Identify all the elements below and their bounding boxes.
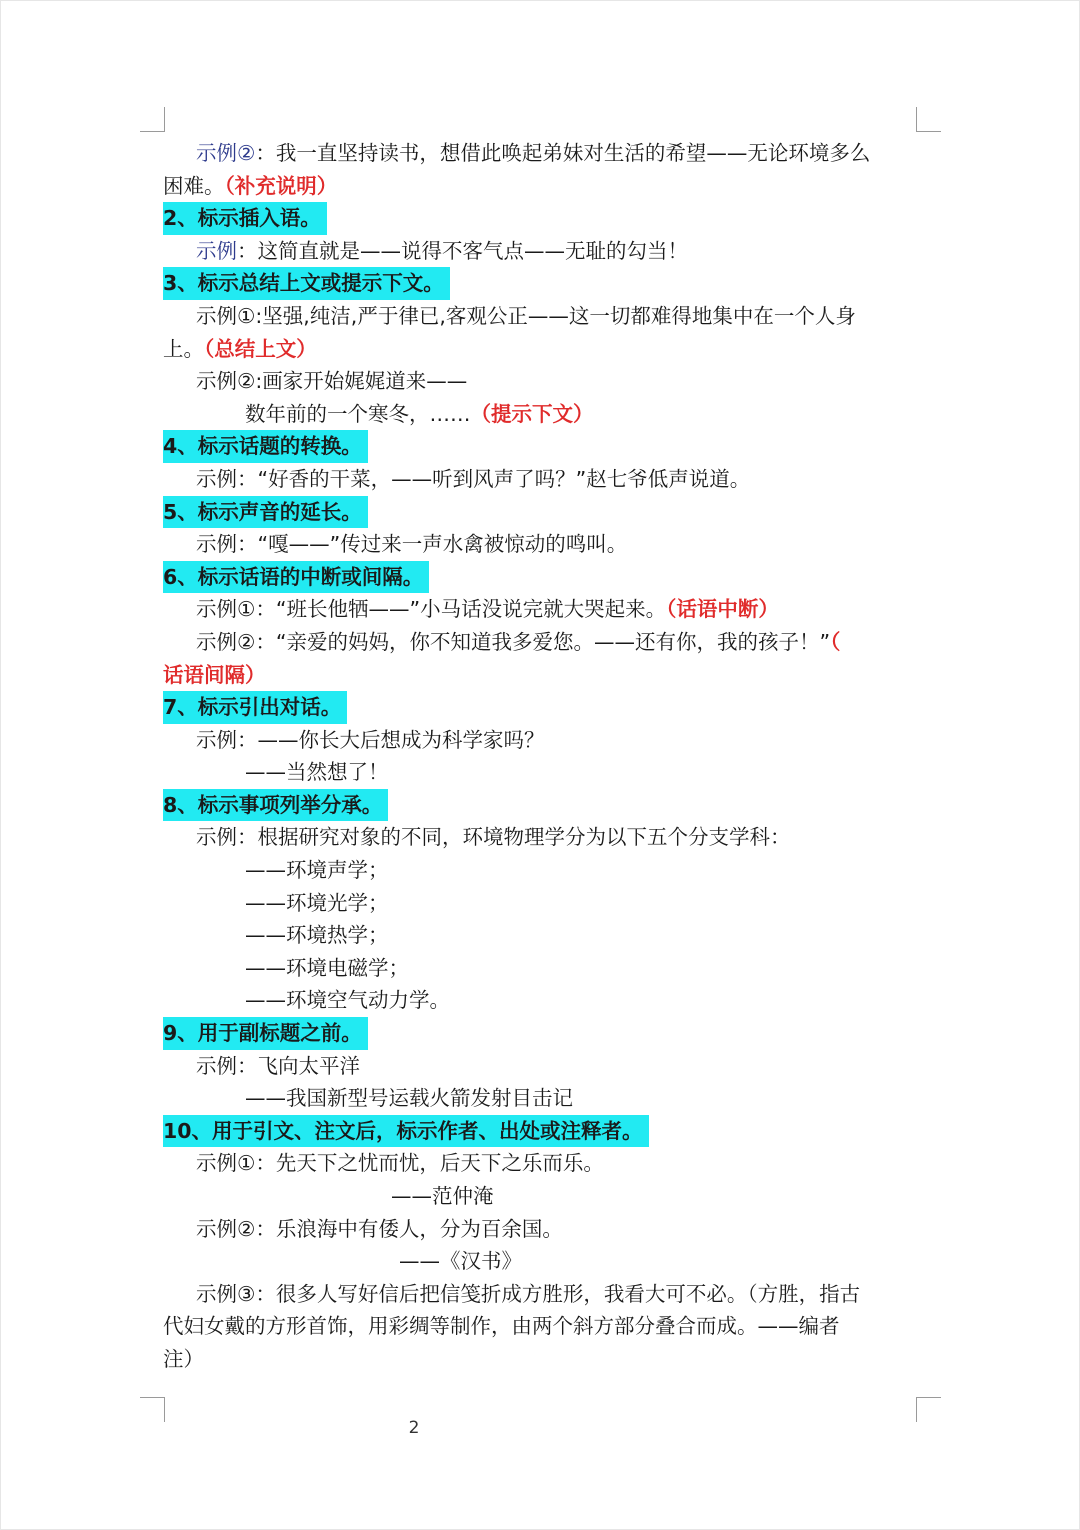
- line-text: 示例②：“亲爱的妈妈，你不知道我多爱您。——还有你，我的孩子！”: [196, 629, 831, 654]
- text-line: [163, 724, 918, 757]
- text-line: [163, 1050, 918, 1083]
- line-text: ——环境光学；: [245, 890, 389, 915]
- section-heading: [163, 561, 918, 594]
- text-line: [163, 1278, 918, 1311]
- line-text: 困难。: [163, 173, 225, 198]
- section-heading: [163, 789, 918, 822]
- annotation-note: （提示下文）: [470, 401, 594, 426]
- section-heading: [163, 691, 918, 724]
- line-text: ：我一直坚持读书，想借此唤起弟妹对生活的希望——无论环境多么: [255, 141, 871, 165]
- text-line: [163, 626, 918, 659]
- line-text: 示例②:画家开始娓娓道来——: [196, 369, 468, 394]
- line-text: 示例：根据研究对象的不同，环境物理学分为以下五个分支学科：: [196, 825, 791, 850]
- line-text: 代妇女戴的方形首饰，用彩绸等制作，由两个斜方部分叠合而成。——编者: [163, 1314, 840, 1339]
- line-text: 示例：“好香的干菜，——听到风声了吗？”赵七爷低声说道。: [196, 466, 751, 491]
- text-line: [163, 984, 918, 1017]
- annotation-note: （: [830, 629, 841, 654]
- text-line: [163, 300, 918, 333]
- text-line: [163, 821, 918, 854]
- page-number: 2: [408, 1418, 420, 1438]
- text-line: [163, 659, 918, 692]
- text-line: [163, 398, 918, 431]
- line-text: 注）: [163, 1346, 204, 1371]
- text-line: [163, 235, 918, 268]
- section-heading: [163, 430, 918, 463]
- text-line: [163, 952, 918, 985]
- line-text: ：这简直就是——说得不客气点——无耻的勾当！: [237, 238, 688, 263]
- text-line: [163, 1147, 918, 1180]
- heading-highlight: 4、标示话题的转换。: [163, 430, 368, 463]
- text-line: [163, 137, 918, 170]
- crop-mark-top-left: [140, 107, 165, 132]
- heading-highlight: 3、标示总结上文或提示下文。: [163, 267, 450, 300]
- text-line: [163, 1082, 918, 1115]
- line-text: 示例①：先天下之忧而忧，后天下之乐而乐。: [196, 1151, 604, 1176]
- line-text: ——当然想了！: [245, 760, 389, 785]
- text-line: [163, 1180, 918, 1213]
- example-label: 示例②: [196, 141, 256, 165]
- line-text: 示例①:坚强,纯洁,严于律已,客观公正——这一切都难得地集中在一个人身: [196, 303, 856, 328]
- section-heading: [163, 496, 918, 529]
- section-heading: [163, 202, 918, 235]
- text-line: [163, 528, 918, 561]
- example-label: 示例: [196, 238, 237, 263]
- line-text: ——我国新型号运载火箭发射目击记: [245, 1086, 573, 1111]
- text-line: [163, 756, 918, 789]
- line-text: ——环境声学；: [245, 858, 389, 883]
- heading-highlight: 2、标示插入语。: [163, 202, 327, 235]
- line-text: 示例：飞向太平洋: [196, 1053, 360, 1078]
- line-text: 示例①：“班长他牺——”小马话没说完就大哭起来。: [196, 597, 667, 622]
- text-line: [163, 333, 918, 366]
- heading-highlight: 7、标示引出对话。: [163, 691, 347, 724]
- text-line: [163, 463, 918, 496]
- text-line: [163, 365, 918, 398]
- line-text: ——环境电磁学；: [245, 955, 409, 980]
- text-line: [163, 854, 918, 887]
- text-line: [163, 919, 918, 952]
- line-text: 数年前的一个寒冬，……: [245, 401, 471, 426]
- line-text: 示例②：乐浪海中有倭人，分为百余国。: [196, 1216, 563, 1241]
- heading-highlight: 8、标示事项列举分承。: [163, 789, 388, 822]
- heading-highlight: 9、用于副标题之前。: [163, 1017, 368, 1050]
- line-text: ——《汉书》: [399, 1249, 522, 1274]
- heading-highlight: 6、标示话语的中断或间隔。: [163, 561, 429, 594]
- text-line: [163, 170, 918, 203]
- section-heading: [163, 1115, 918, 1148]
- line-text: ——环境热学；: [245, 923, 389, 948]
- text-line: [163, 1343, 918, 1376]
- text-line: [163, 1310, 918, 1343]
- annotation-note: （话语中断）: [666, 597, 779, 622]
- line-text: 示例：——你长大后想成为科学家吗？: [196, 727, 545, 752]
- text-line: [163, 1213, 918, 1246]
- crop-mark-bottom-right: [916, 1397, 941, 1422]
- section-heading: [163, 267, 918, 300]
- annotation-note: 话语间隔）: [163, 662, 266, 687]
- crop-mark-top-right: [916, 107, 941, 132]
- line-text: ——范仲淹: [391, 1184, 494, 1208]
- document-body: [163, 137, 918, 1376]
- line-text: 示例：“嘎——”传过来一声水禽被惊动的鸣叫。: [196, 532, 628, 557]
- heading-highlight: 10、用于引文、注文后，标示作者、出处或注释者。: [163, 1115, 649, 1148]
- line-text: 上。: [163, 336, 204, 361]
- heading-highlight: 5、标示声音的延长。: [163, 496, 368, 529]
- text-line: [163, 887, 918, 920]
- text-line: [163, 593, 918, 626]
- annotation-note: （总结上文）: [204, 336, 317, 361]
- section-heading: [163, 1017, 918, 1050]
- annotation-note: （补充说明）: [224, 173, 338, 198]
- line-text: ——环境空气动力学。: [245, 988, 450, 1013]
- text-line: [163, 1245, 918, 1278]
- line-text: 示例③：很多人写好信后把信笺折成方胜形，我看大可不必。（方胜，指古: [196, 1281, 861, 1306]
